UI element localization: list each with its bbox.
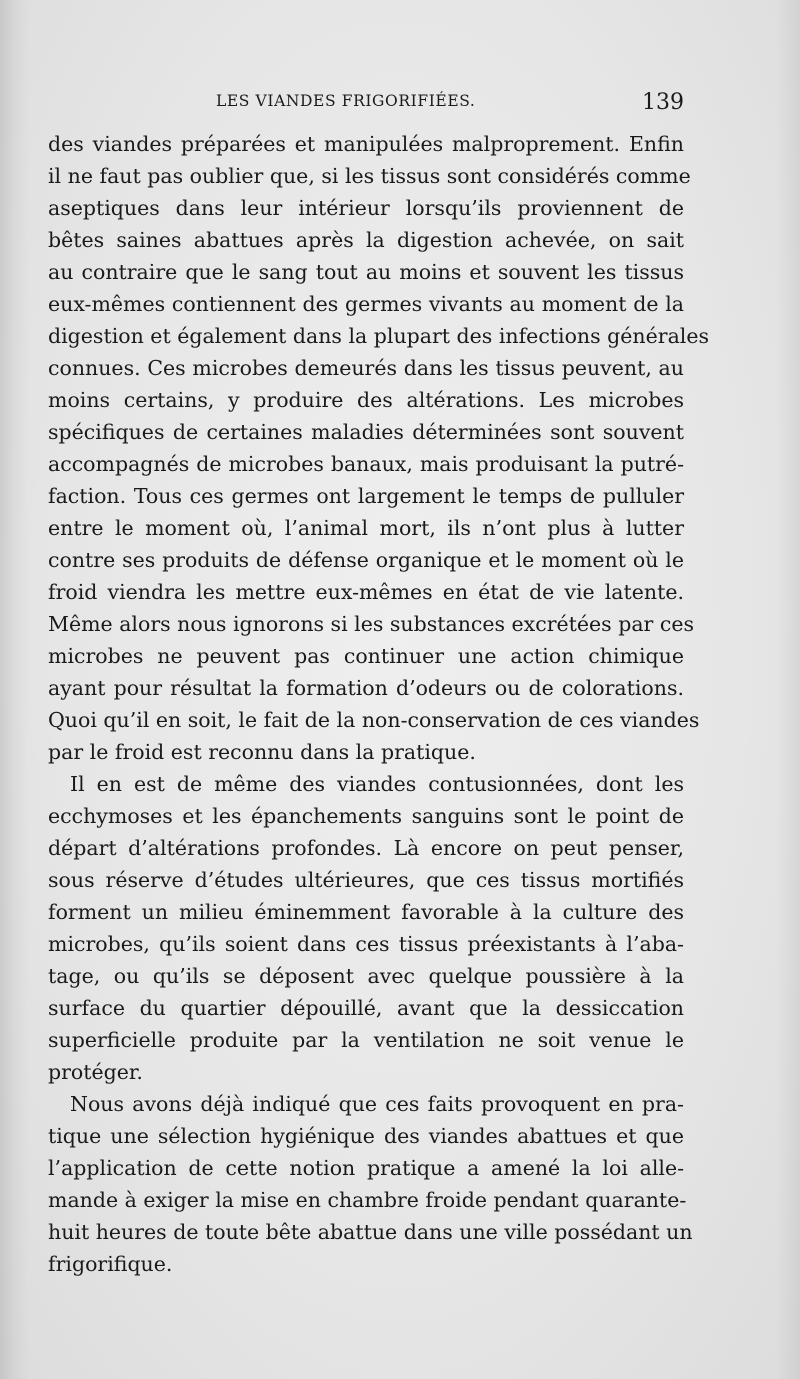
text-line: tique une sélection hygiénique des viandes abattues et que — [48, 1124, 684, 1148]
text-line: des viandes préparées et manipulées malproprement. Enfin — [48, 132, 684, 156]
text-line: faction. Tous ces germes ont largement le temps de pulluler — [48, 484, 684, 508]
text-line: aseptiques dans leur intérieur lorsqu’ils proviennent de — [48, 196, 684, 220]
text-line: moins certains, y produire des altérations. Les microbes — [48, 388, 684, 412]
text-line: protéger. — [48, 1060, 143, 1084]
text-line: au contraire que le sang tout au moins et souvent les tissus — [48, 260, 684, 284]
text-line: tage, ou qu’ils se déposent avec quelque poussière à la — [48, 964, 684, 988]
text-line: départ d’altérations profondes. Là encore on peut penser, — [48, 836, 684, 860]
text-line: Nous avons déjà indiqué que ces faits provoquent en pra- — [70, 1092, 684, 1116]
text-line: mande à exiger la mise en chambre froide pendant quarante- — [48, 1188, 687, 1212]
body-text — [48, 128, 709, 1280]
text-line: ecchymoses et les épanchements sanguins sont le point de — [48, 804, 684, 828]
text-line: contre ses produits de défense organique et le moment où le — [48, 548, 684, 572]
text-line: Quoi qu’il en soit, le fait de la non-conservation de ces viandes — [48, 708, 700, 732]
text-line: l’application de cette notion pratique a amené la loi alle- — [48, 1156, 684, 1180]
text-line: bêtes saines abattues après la digestion achevée, on sait — [48, 228, 684, 252]
text-line: spécifiques de certaines maladies déterminées sont souvent — [48, 420, 684, 444]
running-header — [48, 92, 684, 120]
text-line: accompagnés de microbes banaux, mais produisant la putré- — [48, 452, 684, 476]
text-line: frigorifique. — [48, 1252, 173, 1276]
text-line: par le froid est reconnu dans la pratique. — [48, 740, 476, 764]
text-line: digestion et également dans la plupart des infections générales — [48, 324, 709, 348]
text-line: superficielle produite par la ventilation ne soit venue le — [48, 1028, 684, 1052]
text-line: entre le moment où, l’animal mort, ils n’ont plus à lutter — [48, 516, 684, 540]
text-line: microbes ne peuvent pas continuer une action chimique — [48, 644, 684, 668]
text-line: sous réserve d’études ultérieures, que ces tissus mortifiés — [48, 868, 684, 892]
text-line: eux-mêmes contiennent des germes vivants au moment de la — [48, 292, 684, 316]
text-line: froid viendra les mettre eux-mêmes en état de vie latente. — [48, 580, 684, 604]
text-line: connues. Ces microbes demeurés dans les tissus peuvent, au — [48, 356, 684, 380]
text-line: microbes, qu’ils soient dans ces tissus préexistants à l’aba- — [48, 932, 684, 956]
text-line: Il en est de même des viandes contusionnées, dont les — [70, 772, 684, 796]
text-line: il ne faut pas oublier que, si les tissus sont considérés comme — [48, 164, 691, 188]
text-line: Même alors nous ignorons si les substances excrétées par ces — [48, 612, 694, 636]
running-title: LES VIANDES FRIGORIFIÉES. — [216, 92, 476, 110]
text-line: forment un milieu éminemment favorable à la culture des — [48, 900, 684, 924]
text-line: surface du quartier dépouillé, avant que la dessiccation — [48, 996, 684, 1020]
page-number: 139 — [642, 90, 684, 115]
text-line: huit heures de toute bête abattue dans une ville possédant un — [48, 1220, 693, 1244]
text-line: ayant pour résultat la formation d’odeurs ou de colorations. — [48, 676, 684, 700]
